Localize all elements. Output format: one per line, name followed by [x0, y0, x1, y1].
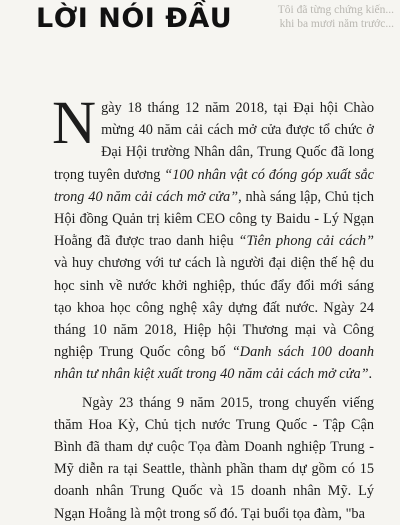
text-segment: gày 18 tháng 12 năm 2018, tại Đại hội Chào mừng 40 năm cải cách mở cửa được tổ chức ở Đại Hội trường Nhân dân, Trung Quốc đã long trọng tuyên dương: [54, 100, 374, 183]
quoted-title: “Tiên phong cải cách”: [238, 233, 374, 250]
body-text: [52, 90, 375, 525]
quoted-title: “Danh sách 100 doanh nhân tư nhân kiệt xuất trong 40 năm cải cách mở cửa”: [54, 344, 374, 383]
text-segment: và huy chương với tư cách là người đại diện thế hệ du học sinh về nước khởi nghiệp, thúc đẩy đổi mới sáng tạo khoa học công nghệ xây dựng đất nước. Ngày 24 tháng 10 năm 2018, Hiệp hội Thương mại và Công nghiệp Trung Quốc công bố: [54, 255, 374, 361]
text-segment: Ngày 23 tháng 9 năm 2015, trong chuyến viếng thăm Hoa Kỳ, Chủ tịch nước Trung Quốc - Tập Cận Bình đã tham dự cuộc Tọa đàm Doanh nghiệp Trung - Mỹ diễn ra tại Seattle, thành phần tham dự gồm có 15 doanh nhân Trung Quốc và 15 doanh nhân Mỹ. Lý Ngạn Hoằng là một trong số đó. Tại buổi tọa đàm, "ba: [54, 394, 374, 522]
text-segment: .: [368, 366, 373, 383]
bleed-line: khi ba mươi năm trước...: [279, 18, 394, 30]
paragraph-2: [54, 392, 374, 525]
quoted-title: “100 nhân vật có đóng góp xuất sắc trong 40 năm cải cách mở cửa”: [54, 166, 375, 205]
drop-cap: N: [52, 90, 97, 157]
bleed-line: Tôi đã từng chứng kiến...: [277, 4, 394, 16]
paragraph-1: [52, 90, 375, 386]
text-segment: , nhà sáng lập, Chủ tịch Hội đồng Quản trị kiêm CEO công ty Baidu - Lý Ngạn Hoằng đã được trao danh hiệu: [54, 188, 374, 250]
chapter-heading: LỜI NÓI ĐẦU: [36, 3, 233, 34]
